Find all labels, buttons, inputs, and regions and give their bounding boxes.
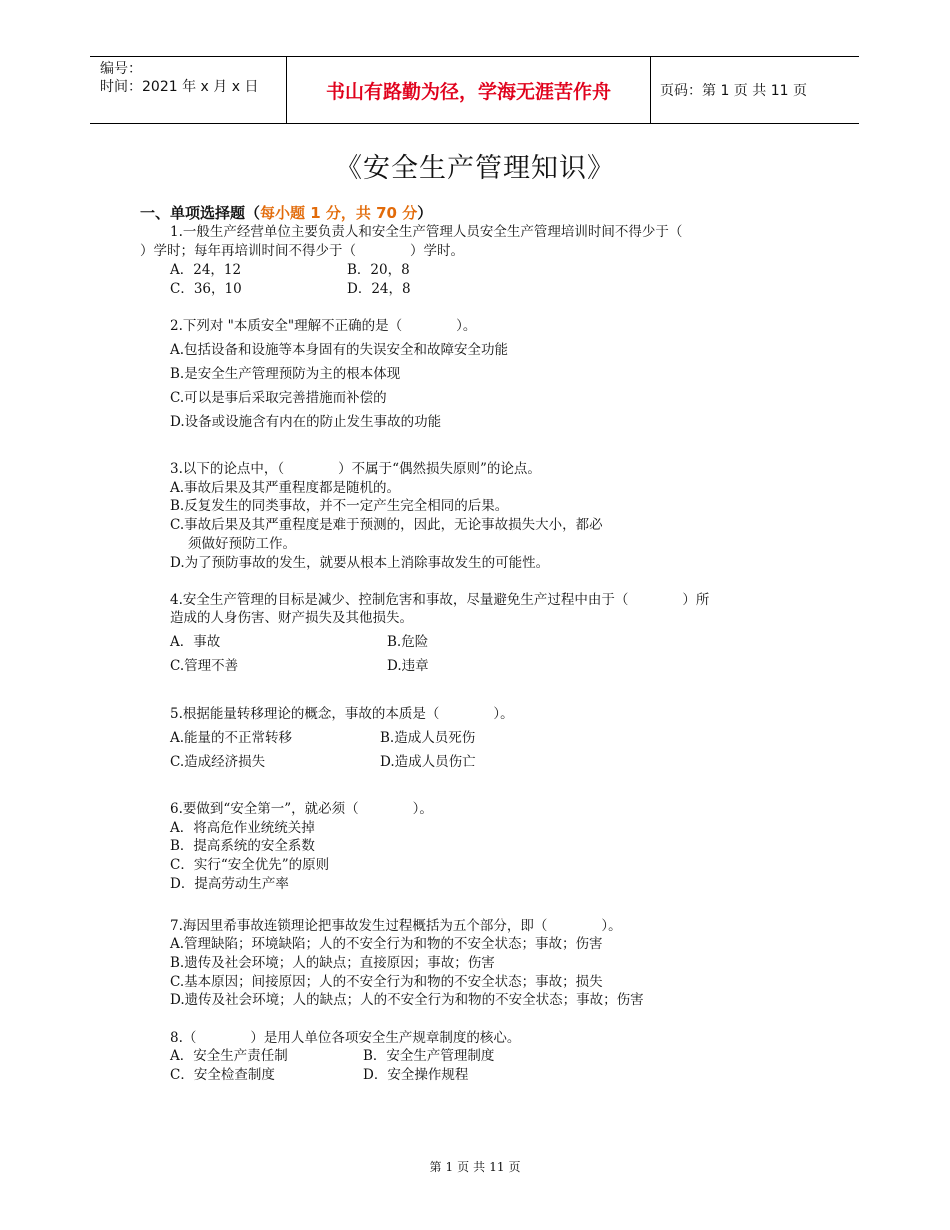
q8-option-a: A．安全生产责任制 — [170, 1048, 288, 1064]
q8-stem: 8.（ ）是用人单位各项安全生产规章制度的核心。 — [170, 1030, 521, 1046]
q6-option-a: A．将高危作业统统关掉 — [170, 820, 315, 836]
q4-stem-line2: 造成的人身伤害、财产损失及其他损失。 — [170, 610, 413, 626]
q6-stem: 6.要做到“安全第一”，就必须（ ）。 — [170, 801, 433, 817]
q4-option-b: B.危险 — [387, 634, 429, 650]
section-heading — [140, 202, 432, 223]
q7-option-b: B.遗传及社会环境；人的缺点；直接原因；事故；伤害 — [170, 955, 495, 971]
q7-stem: 7.海因里希事故连锁理论把事故发生过程概括为五个部分，即（ ）。 — [170, 918, 622, 934]
section-heading-text: 一、单项选择题（ — [140, 204, 261, 222]
q1-option-d: D．24，8 — [347, 281, 411, 297]
footer-di: 第 — [429, 1160, 442, 1174]
q3-option-c-line2: 须做好预防工作。 — [188, 536, 296, 552]
q2-option-d: D.设备或设施含有内在的防止发生事故的功能 — [170, 414, 442, 430]
q4-stem-line1: 4.安全生产管理的目标是减少、控制危害和事故，尽量避免生产过程中由于（ ）所 — [170, 592, 710, 608]
q2-option-c: C.可以是事后采取完善措施而补偿的 — [170, 390, 387, 406]
q7-option-a: A.管理缺陷；环境缺陷；人的不安全行为和物的不安全状态；事故；伤害 — [170, 936, 603, 952]
header-time: 时间：2021 年 x 月 x 日 — [100, 79, 259, 95]
header-number: 编号： — [100, 61, 142, 77]
page-header — [90, 56, 859, 124]
section-score-note: 每小题 1 分，共 70 分 — [260, 204, 418, 222]
q5-option-d: D.造成人员伤亡 — [380, 754, 476, 770]
footer-ye: 页 — [457, 1160, 470, 1174]
q2-option-b: B.是安全生产管理预防为主的根本体现 — [170, 366, 401, 382]
q8-option-d: D．安全操作规程 — [363, 1067, 469, 1083]
q6-option-d: D．提高劳动生产率 — [170, 876, 289, 892]
q6-option-b: B．提高系统的安全系数 — [170, 838, 315, 854]
q6-option-c: C．实行“安全优先”的原则 — [170, 857, 330, 873]
q5-stem: 5.根据能量转移理论的概念，事故的本质是（ ）。 — [170, 706, 514, 722]
footer-page-number: 1 — [445, 1160, 454, 1174]
footer-gong: 共 — [473, 1160, 486, 1174]
q1-stem-line1: 1.一般生产经营单位主要负责人和安全生产管理人员安全生产管理培训时间不得少于（ — [170, 224, 683, 240]
q7-option-d: D.遗传及社会环境；人的缺点；人的不安全行为和物的不安全状态；事故；伤害 — [170, 992, 644, 1008]
q2-stem: 2.下列对 "本质安全"理解不正确的是（ ）。 — [170, 318, 477, 334]
q5-option-a: A.能量的不正常转移 — [170, 730, 293, 746]
q1-option-b: B．20，8 — [347, 262, 410, 278]
q3-option-a: A.事故后果及其严重程度都是随机的。 — [170, 480, 401, 496]
q3-option-b: B.反复发生的同类事故，并不一定产生完全相同的后果。 — [170, 498, 509, 514]
page-footer — [0, 1158, 950, 1175]
footer-total-pages: 11 — [489, 1160, 505, 1174]
q8-option-c: C．安全检查制度 — [170, 1067, 275, 1083]
section-heading-close: ） — [417, 204, 433, 222]
q1-stem-line2: ）学时；每年再培训时间不得少于（ ）学时。 — [140, 243, 464, 259]
q4-option-a: A．事故 — [170, 634, 221, 650]
header-meta — [100, 60, 258, 96]
q8-option-b: B．安全生产管理制度 — [363, 1048, 495, 1064]
header-page-info: 页码：第 1 页 共 11 页 — [660, 83, 807, 99]
q5-option-c: C.造成经济损失 — [170, 754, 266, 770]
q2-option-a: A.包括设备和设施等本身固有的失误安全和故障安全功能 — [170, 342, 509, 358]
q3-option-d: D.为了预防事故的发生，就要从根本上消除事故发生的可能性。 — [170, 555, 550, 571]
q3-option-c-line1: C.事故后果及其严重程度是难于预测的，因此，无论事故损失大小，都必 — [170, 517, 603, 533]
q1-option-a: A．24，12 — [170, 262, 242, 278]
header-motto: 书山有路勤为径，学海无涯苦作舟 — [286, 57, 651, 123]
q1-option-c: C．36，10 — [170, 281, 242, 297]
q4-option-c: C.管理不善 — [170, 658, 239, 674]
footer-ye2: 页 — [508, 1160, 521, 1174]
q3-stem: 3.以下的论点中，（ ）不属于“偶然损失原则”的论点。 — [170, 461, 541, 477]
document-title: 《安全生产管理知识》 — [335, 153, 615, 184]
q4-option-d: D.违章 — [387, 658, 429, 674]
q5-option-b: B.造成人员死伤 — [380, 730, 476, 746]
q7-option-c: C.基本原因；间接原因；人的不安全行为和物的不安全状态；事故；损失 — [170, 974, 603, 990]
